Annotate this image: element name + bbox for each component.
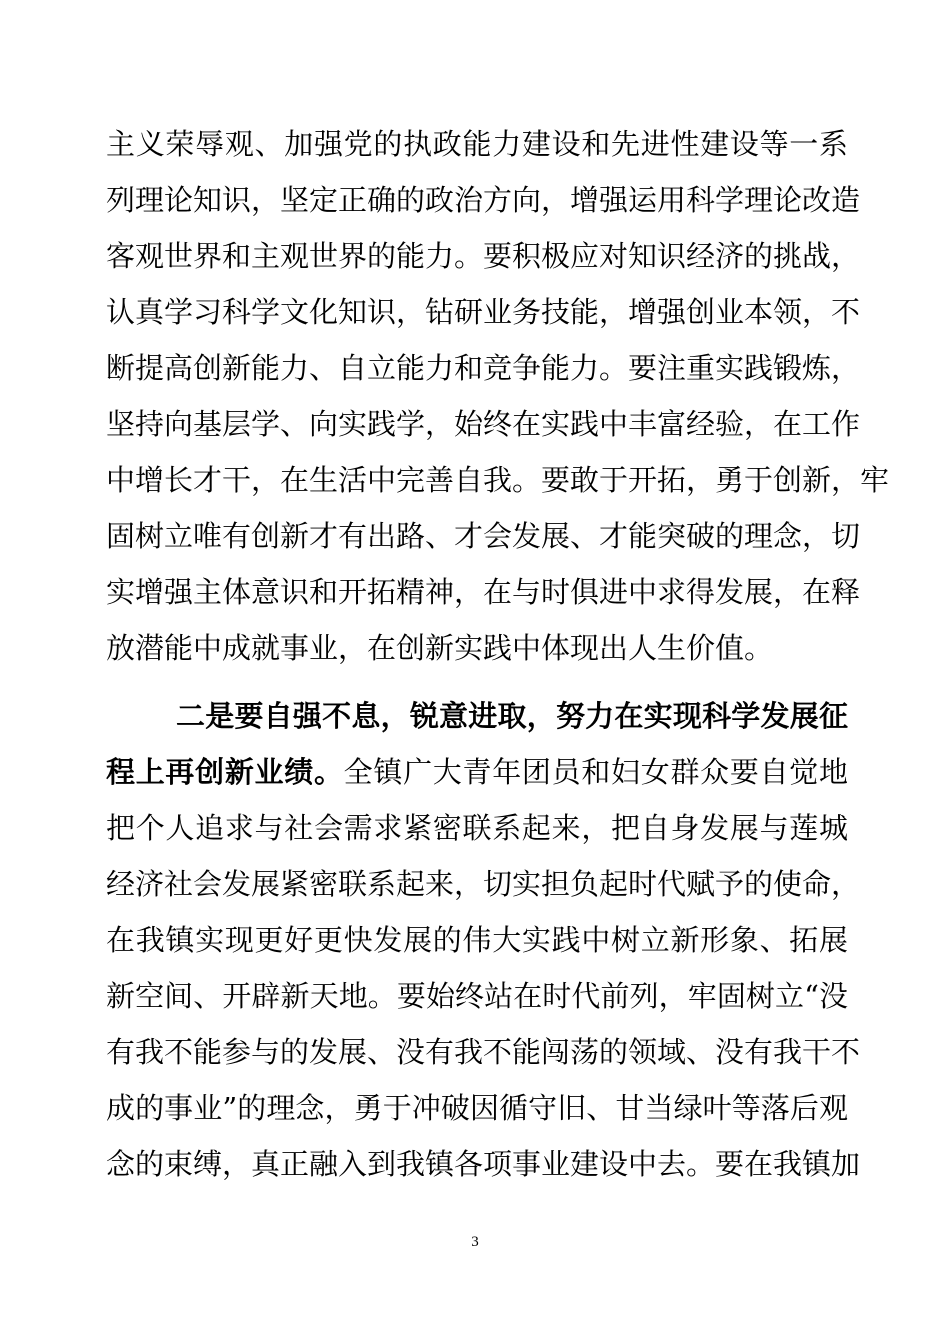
paragraph-1-line-10: 放潜能中成就事业，在创新实践中体现出人生价值。 (106, 631, 774, 665)
paragraph-1-line-4: 认真学习科学文化知识，钻研业务技能，增强创业本领，不 (106, 295, 861, 329)
paragraph-1-line-5: 断提高创新能力、自立能力和竞争能力。要注重实践锻炼， (106, 351, 861, 385)
paragraph-1-line-6: 坚持向基层学、向实践学，始终在实践中丰富经验，在工作 (106, 407, 861, 441)
paragraph-1-line-8: 固树立唯有创新才有出路、才会发展、才能突破的理念，切 (106, 519, 861, 553)
paragraph-2-line-3: 把个人追求与社会需求紧密联系起来，把自身发展与莲城 (106, 811, 848, 845)
paragraph-1-line-1: 主义荣辱观、加强党的执政能力建设和先进性建设等一系 (106, 127, 848, 161)
paragraph-2-line-5: 在我镇实现更好更快发展的伟大实践中树立新形象、拓展 (106, 923, 848, 957)
paragraph-2-heading-end: 程上再创新业绩。 (106, 755, 344, 789)
paragraph-2-line-8: 成的事业”的理念，勇于冲破因循守旧、甘当绿叶等落后观 (106, 1091, 848, 1125)
paragraph-1-line-7: 中增长才干，在生活中完善自我。要敢于开拓，勇于创新，牢 (106, 463, 890, 497)
paragraph-2-line-4: 经济社会发展紧密联系起来，切实担负起时代赋予的使命， (106, 867, 861, 901)
paragraph-2-heading-line-1: 二是要自强不息，锐意进取，努力在实现科学发展征 (176, 699, 848, 733)
paragraph-2-line-2-text: 全镇广大青年团员和妇女群众要自觉地 (343, 755, 848, 789)
paragraph-1-line-2: 列理论知识，坚定正确的政治方向，增强运用科学理论改造 (106, 183, 861, 217)
paragraph-2-line-9: 念的束缚，真正融入到我镇各项事业建设中去。要在我镇加 (106, 1147, 861, 1181)
paragraph-2-line-2 (106, 755, 848, 789)
paragraph-2-line-6: 新空间、开辟新天地。要始终站在时代前列，牢固树立“没 (106, 979, 848, 1013)
paragraph-2-line-7: 有我不能参与的发展、没有我不能闯荡的领域、没有我干不 (106, 1035, 861, 1069)
paragraph-1-line-9: 实增强主体意识和开拓精神，在与时俱进中求得发展，在释 (106, 575, 861, 609)
paragraph-1-line-3: 客观世界和主观世界的能力。要积极应对知识经济的挑战， (106, 239, 861, 273)
page-number: 3 (471, 1234, 479, 1250)
